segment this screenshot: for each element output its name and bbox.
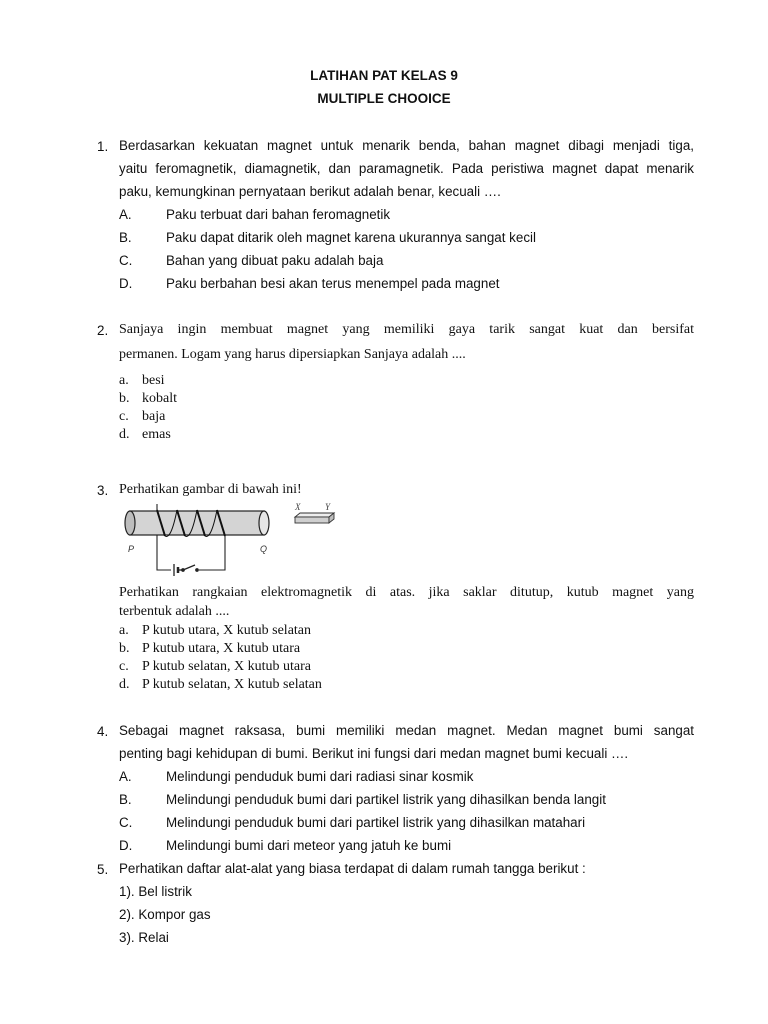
option-letter: D. xyxy=(119,276,133,291)
option-letter: B. xyxy=(119,792,132,807)
list-item: 1). Bel listrik xyxy=(119,884,192,899)
option-text: baja xyxy=(142,409,166,424)
option-text: P kutub selatan, X kutub selatan xyxy=(142,677,322,692)
option-letter: c. xyxy=(119,659,129,674)
option-text: Paku terbuat dari bahan feromagnetik xyxy=(166,207,391,222)
question-number: 4. xyxy=(97,724,109,739)
option-letter: B. xyxy=(119,230,132,245)
label-y: Y xyxy=(325,502,331,512)
question-text-line: paku, kemungkinan pernyataan berikut adalah benar, kecuali …. xyxy=(119,184,501,199)
question-text-line: penting bagi kehidupan di bumi. Berikut ini fungsi dari medan magnet bumi kecuali …. xyxy=(119,746,629,761)
option-text: P kutub utara, X kutub selatan xyxy=(142,623,312,638)
option-text: P kutub selatan, X kutub utara xyxy=(142,659,312,674)
option-letter: A. xyxy=(119,207,132,222)
rod-left-end xyxy=(125,511,135,535)
iron-rod xyxy=(130,511,264,535)
option-letter: a. xyxy=(119,623,129,638)
list-item: 2). Kompor gas xyxy=(119,907,211,922)
label-x: X xyxy=(295,502,301,512)
option xyxy=(119,373,165,389)
question-prompt: Perhatikan gambar di bawah ini! xyxy=(119,482,302,497)
option xyxy=(119,427,171,443)
option-text: Melindungi penduduk bumi dari partikel listrik yang dihasilkan matahari xyxy=(166,815,586,830)
question-text-line: Sebagai magnet raksasa, bumi memiliki medan magnet. Medan magnet bumi sangat xyxy=(119,723,694,738)
question-number: 1. xyxy=(97,139,109,154)
question-text-line: yaitu feromagnetik, diamagnetik, dan paramagnetik. Pada peristiwa magnet dapat menarik xyxy=(119,161,694,176)
option-letter: d. xyxy=(119,677,130,692)
option-text: Bahan yang dibuat paku adalah baja xyxy=(166,253,384,268)
question-text-line: Sanjaya ingin membuat magnet yang memiliki gaya tarik sangat kuat dan bersifat xyxy=(119,322,694,337)
page-subtitle: MULTIPLE CHOOICE xyxy=(317,91,451,106)
option-letter: a. xyxy=(119,373,129,388)
question-text-line: Perhatikan rangkaian elektromagnetik di atas. jika saklar ditutup, kutub magnet yang xyxy=(119,585,694,600)
list-item: 3). Relai xyxy=(119,930,169,945)
question-text-line: permanen. Logam yang harus dipersiapkan Sanjaya adalah .... xyxy=(119,347,466,362)
option-letter: c. xyxy=(119,409,129,424)
question-text-line: Berdasarkan kekuatan magnet untuk menarik benda, bahan magnet dibagi menjadi tiga, xyxy=(119,138,694,153)
question-number: 2. xyxy=(97,323,109,338)
label-q: Q xyxy=(260,544,268,554)
option-letter: b. xyxy=(119,391,130,406)
rod-right-end xyxy=(259,511,269,535)
option-text: Paku dapat ditarik oleh magnet karena ukurannya sangat kecil xyxy=(166,230,536,245)
option-text: Melindungi penduduk bumi dari radiasi sinar kosmik xyxy=(166,769,474,784)
option xyxy=(119,659,311,675)
question-text-line: Perhatikan daftar alat-alat yang biasa terdapat di dalam rumah tangga berikut : xyxy=(119,861,586,876)
option xyxy=(119,623,311,639)
battery-and-switch xyxy=(174,564,198,576)
question-number: 5. xyxy=(97,862,109,877)
option-text: Melindungi bumi dari meteor yang jatuh ke bumi xyxy=(166,838,452,853)
option xyxy=(119,391,177,407)
option-letter: D. xyxy=(119,838,133,853)
option-letter: b. xyxy=(119,641,130,656)
option-letter: C. xyxy=(119,253,133,268)
electromagnet-figure xyxy=(119,500,349,580)
option-letter: A. xyxy=(119,769,132,784)
label-p: P xyxy=(128,544,135,554)
option-text: Melindungi penduduk bumi dari partikel listrik yang dihasilkan benda langit xyxy=(166,792,606,807)
option-text: Paku berbahan besi akan terus menempel pada magnet xyxy=(166,276,500,291)
option xyxy=(119,409,165,425)
option-letter: d. xyxy=(119,427,130,442)
option xyxy=(119,641,300,657)
page-title: LATIHAN PAT KELAS 9 xyxy=(310,68,458,83)
bar-magnet xyxy=(295,513,334,523)
option xyxy=(119,677,322,693)
question-text-line: terbentuk adalah .... xyxy=(119,604,230,619)
option-text: P kutub utara, X kutub utara xyxy=(142,641,301,656)
option-text: emas xyxy=(142,427,171,442)
option-letter: C. xyxy=(119,815,133,830)
option-text: kobalt xyxy=(142,391,177,406)
question-number: 3. xyxy=(97,483,109,498)
option-text: besi xyxy=(142,373,165,388)
